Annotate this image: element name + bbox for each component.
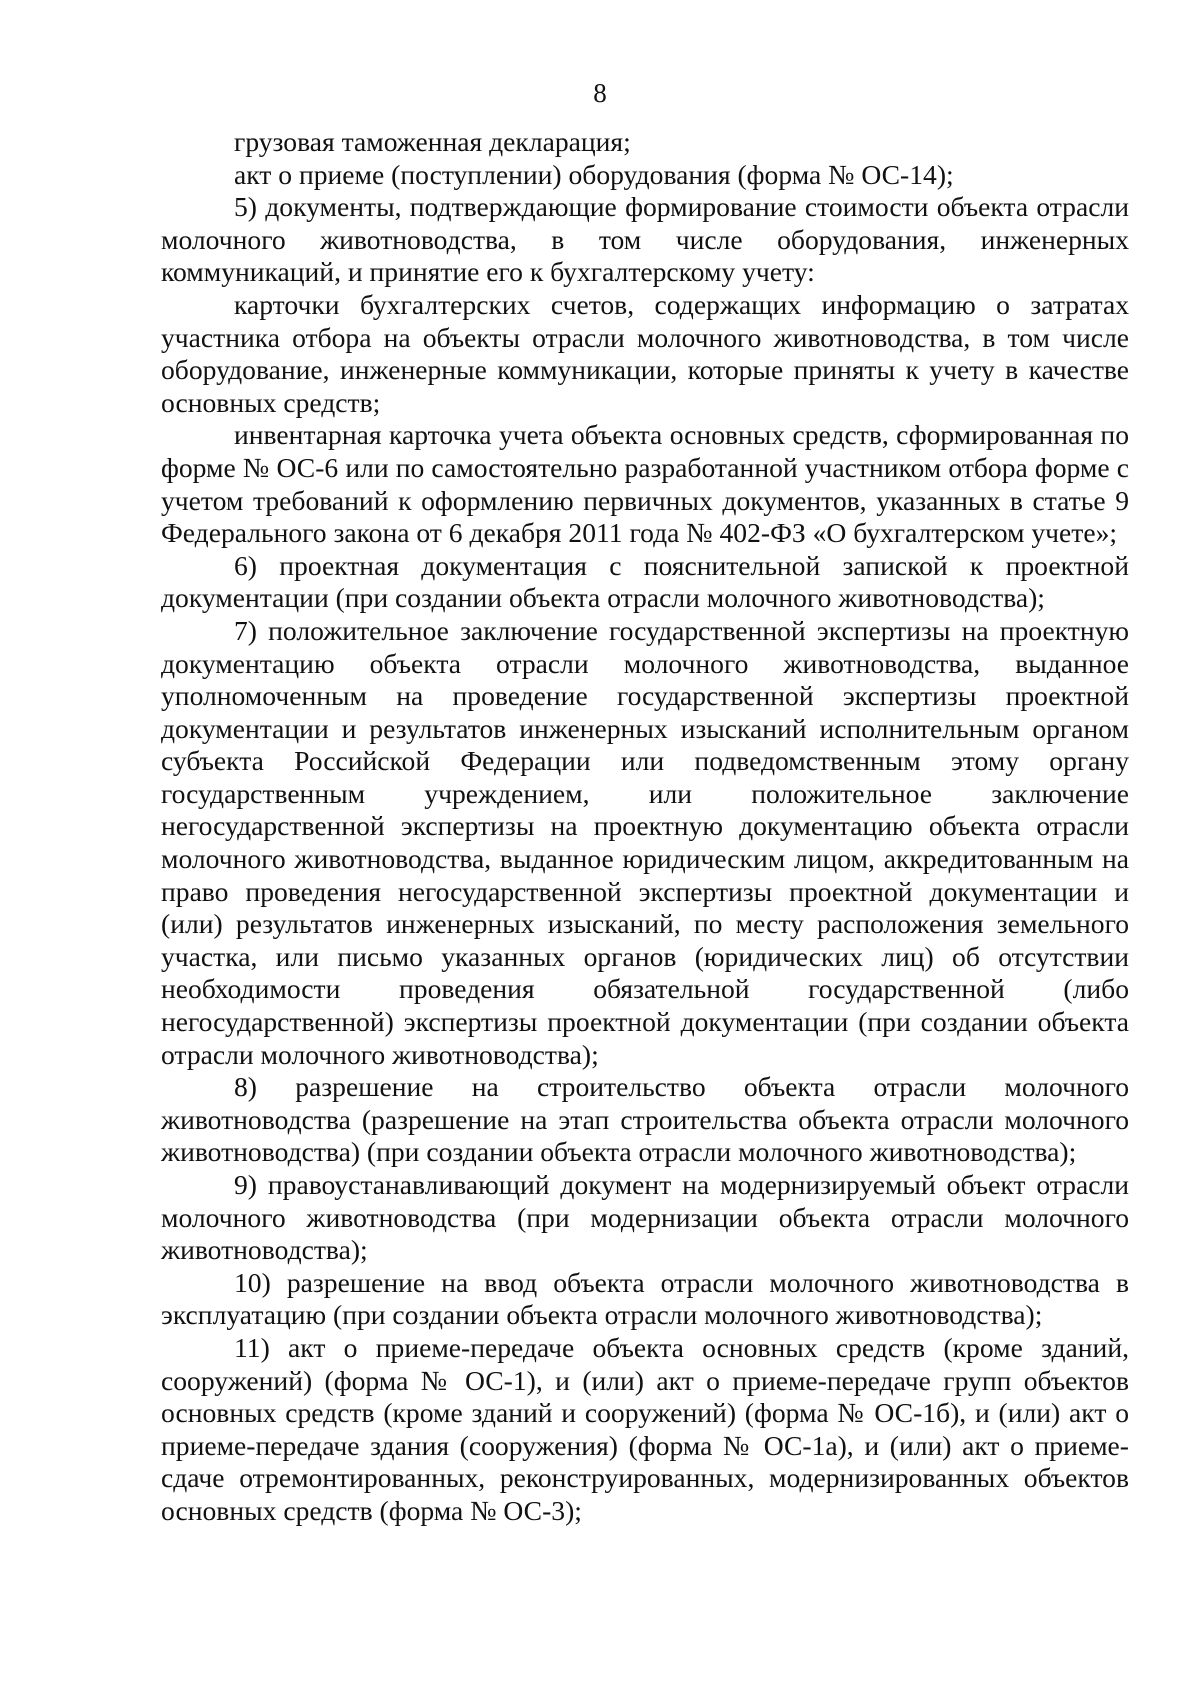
paragraph-accounting-cards: карточки бухгалтерских счетов, содержащих информацию о затратах участника отбора на объекты отрасли молочного животноводства, в том числе оборудование, инженерные коммуникации, которые приняты к учету в качестве основных средств;: [161, 288, 1129, 418]
paragraph-customs-declaration: грузовая таможенная декларация;: [234, 126, 631, 157]
paragraph-item-11-transfer-acts: 11) акт о приеме-передаче объекта основных средств (кроме зданий, сооружений) (форма № ОС-1), и (или) акт о приеме-передаче групп объектов основных средств (кроме зданий и сооружений) (форма № ОС-1б), и (или) акт о приеме-передаче здания (сооружения) (форма № ОС-1а), и (или) акт о приеме-сдаче отремонтированных, реконструированных, модернизированных объектов основных средств (форма № ОС-3);: [161, 1331, 1129, 1526]
paragraph-item-7-expertise-conclusion: 7) положительное заключение государственной экспертизы на проектную документацию объекта отрасли молочного животноводства, выданное уполномоченным на проведение государственной экспертизы проектной документации и результатов инженерных изысканий исполнительным органом субъекта Российской Федерации или подведомственным этому органу государственным учреждением, или положительное заключение негосударственной экспертизы на проектную документацию объекта отрасли молочного животноводства, выданное юридическим лицом, аккредитованным на право проведения негосударственной экспертизы проектной документации и (или) результатов инженерных изысканий, по месту расположения земельного участка, или письмо указанных органов (юридических лиц) об отсутствии необходимости проведения обязательной государственной (либо негосударственной) экспертизы проектной документации (при создании объекта отрасли молочного животноводства);: [161, 614, 1129, 1070]
paragraph-item-8-construction-permit: 8) разрешение на строительство объекта отрасли молочного животноводства (разрешение на этап строительства объекта отрасли молочного животноводства) (при создании объекта отрасли молочного животноводства);: [161, 1071, 1129, 1168]
paragraph-item-10-commissioning-permit: 10) разрешение на ввод объекта отрасли молочного животноводства в эксплуатацию (при создании объекта отрасли молочного животноводства);: [161, 1266, 1129, 1331]
paragraph-item-9-title-document: 9) правоустанавливающий документ на модернизируемый объект отрасли молочного животноводства (при модернизации объекта отрасли молочного животноводства);: [161, 1169, 1129, 1266]
paragraph-item-5-cost-documents: 5) документы, подтверждающие формирование стоимости объекта отрасли молочного животноводства, в том числе оборудования, инженерных коммуникаций, и принятие его к бухгалтерскому учету:: [161, 191, 1129, 288]
paragraph-item-6-project-documentation: 6) проектная документация с пояснительной запиской к проектной документации (при создании объекта отрасли молочного животноводства);: [161, 549, 1129, 614]
document-body: [161, 126, 1129, 1528]
paragraph-inventory-card: инвентарная карточка учета объекта основных средств, сформированная по форме № ОС-6 или по самостоятельно разработанной участником отбора форме с учетом требований к оформлению первичных документов, указанных в статье 9 Федерального закона от 6 декабря 2011 года № 402-ФЗ «О бухгалтерском учете»;: [161, 419, 1129, 549]
paragraph-equipment-acceptance-act: акт о приеме (поступлении) оборудования (форма № ОС-14);: [234, 158, 954, 190]
page-number: 8: [593, 78, 607, 108]
